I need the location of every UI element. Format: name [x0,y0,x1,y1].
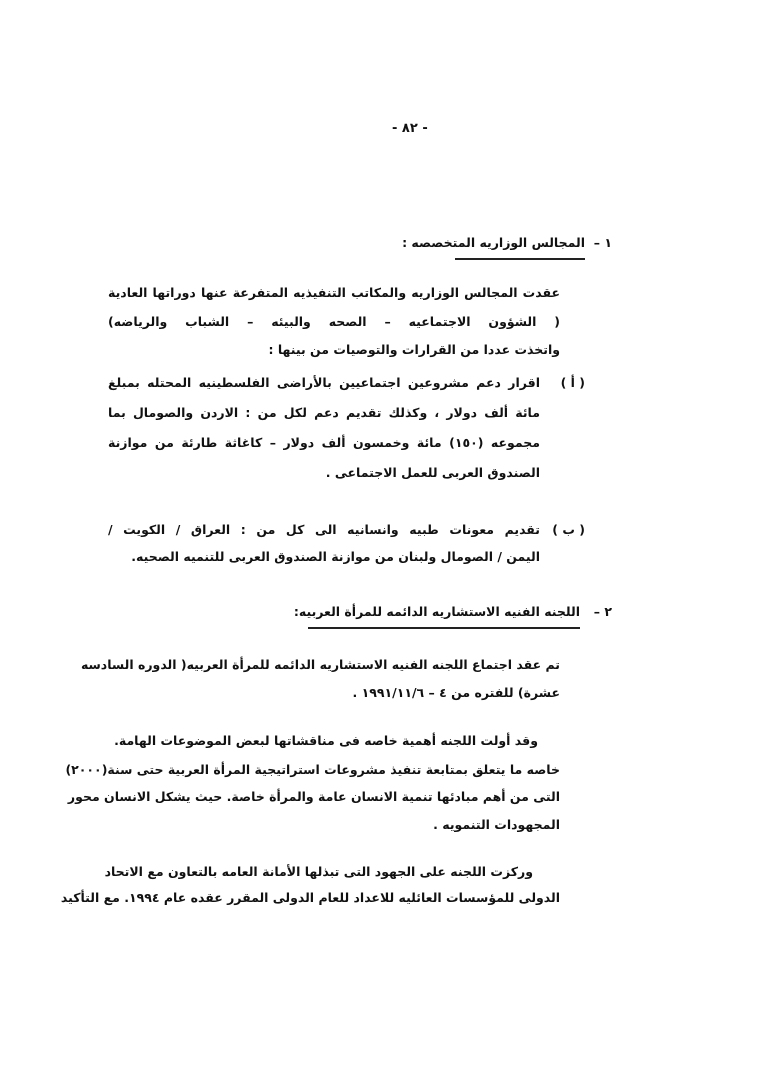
paragraph-line: تم عقد اجتماع اللجنه الفنيه الاستشاريه الدائمه للمرأة العربيه( الدوره السادسه [80,657,560,672]
paragraph-line: وركزت اللجنه على الجهود التى تبذلها الأمانة العامه بالتعاون مع الاتحاد [104,864,533,879]
item-a-line: اقرار دعم مشروعين اجتماعيين بالأراضى الفلسطينيه المحتله بمبلغ [108,375,540,390]
item-b-line: اليمن / الصومال ولبنان من موازنة الصندوق العربى للتنميه الصحيه. [131,549,540,564]
paragraph-line: ( الشؤون الاجتماعيه – الصحه والبيئه – الشباب والرياضه) [108,314,560,329]
item-a-line: مائة ألف دولار ، وكذلك تقديم دعم لكل من : الاردن والصومال بما [108,405,540,420]
item-b-line: تقديم معونات طبيه وانسانيه الى كل من : العراق / الكويت / [108,522,540,537]
section-2-heading: اللجنه الفنيه الاستشاريه الدائمه للمرأة العربيه: [293,604,580,619]
item-a-line: مجموعه (١٥٠) مائة وخمسون ألف دولار – كاغاثة طارئة من موازنة [108,435,540,450]
paragraph-line: الدولى للمؤسسات العائليه للاعداد للعام الدولى المقرر عقده عام ١٩٩٤. مع التأكيد [60,890,560,905]
paragraph-line: التى من أهم مبادئها تنمية الانسان عامة والمرأة خاصة. حيث يشكل الانسان محور [67,789,560,804]
section-1-heading: المجالس الوزاريه المتخصصه : [402,235,585,250]
section-1-heading-underline [455,258,585,260]
section-2-number: ٢ – [593,604,612,619]
section-1-number: ١ – [593,235,612,250]
paragraph-line: المجهودات التنمويه . [433,817,560,832]
paragraph-line: واتخذت عددا من القرارات والتوصيات من بينها : [268,342,560,357]
paragraph-line: خاصه ما يتعلق بمتابعة تنفيذ مشروعات استراتيجية المرأة العربية حتى سنة(٢٠٠٠) [65,762,560,777]
paragraph-line: عقدت المجالس الوزاريه والمكاتب التنفيذيه المتفرعة عنها دوراتها العادية [108,285,560,300]
item-a-label: ( أ ) [560,375,585,390]
section-2-heading-underline [308,627,580,629]
paragraph-line: وقد أولت اللجنه أهمية خاصه فى مناقشاتها لبعض الموضوعات الهامة. [114,733,538,748]
item-a-line: الصندوق العربى للعمل الاجتماعى . [325,465,540,480]
page-number: - ٨٢ - [392,121,428,136]
paragraph-line: عشرة) للفتره من ٤ – ١٩٩١/١١/٦ . [352,685,560,700]
item-b-label: ( ب ) [552,522,585,537]
